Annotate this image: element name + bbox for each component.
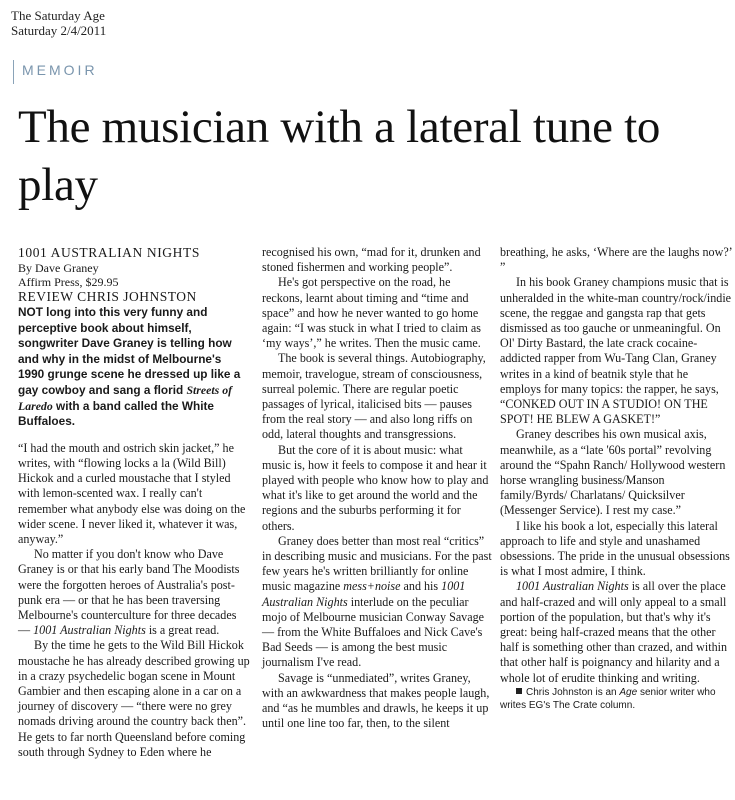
book-publisher: Affirm Press, $29.95 <box>18 275 119 289</box>
book-title-italic: 1001 Australian Nights <box>516 579 629 594</box>
bio-bullet-icon <box>516 688 522 694</box>
section-kicker: MEMOIR <box>22 62 98 78</box>
book-title-italic: 1001 Australian Nights <box>262 579 466 609</box>
book-title: 1001 AUSTRALIAN NIGHTS <box>18 245 200 260</box>
body-text: is all over the place and half-crazed and will only appeal to a small portion of the population, but that's why it's great: being half-crazed means that the other half is something other than crazed, and within that other half is poignancy and hilarity and a whole lot of erudite thinking and writing. <box>500 579 728 685</box>
lede-text-end: with a band called the White Buffaloes. <box>18 398 214 429</box>
publication-name: The Saturday Age <box>11 8 105 23</box>
body-paragraph <box>18 547 250 638</box>
book-author: By Dave Graney <box>18 261 99 275</box>
magazine-title-italic: mess+noise <box>343 579 401 594</box>
review-byline: REVIEW CHRIS JOHNSTON <box>18 289 197 304</box>
body-text: is a great read. <box>145 623 220 638</box>
article-column-2 <box>262 245 494 732</box>
kicker-rule <box>13 60 18 84</box>
headline: The musician with a lateral tune to play <box>18 101 661 211</box>
body-paragraph: But the core of it is about music: what music is, how it feels to compose it and hear it played with people who know how to play and what it's like to get around the world and the regions and the suburbs performing it for others. <box>262 442 489 533</box>
body-paragraph <box>262 534 494 671</box>
body-paragraph: The book is several things. Autobiography, memoir, travelogue, stream of consciousness, surreal polemic. There are regular poetic passages of lyrical, italicised bits — pauses from the real story — and also long riffs on odd, lateral thoughts and transgressions. <box>262 351 486 442</box>
body-paragraph <box>500 579 732 685</box>
lede-text: NOT long into this very funny and perceptive book about himself, songwriter Dave Graney is telling how and why in the midst of Melbourne's 1990 grunge scene he dressed up like a gay cowboy and sang a florid <box>18 305 241 397</box>
body-paragraph: By the time he gets to the Wild Bill Hickok moustache he has already described growing up in a crazy psychedelic bogan scene in Mount Gambier and then escaping alone in a car on a journey of discovery — “there were no grey nomads driving around the country back then”. He gets to far north Queensland before coming south through Sydney to Eden where he <box>18 638 250 759</box>
article-column-3 <box>500 245 732 712</box>
publication-date: Saturday 2/4/2011 <box>11 23 107 38</box>
bio-text-end: senior writer who writes EG's The Crate column. <box>500 686 716 711</box>
body-paragraph: Graney describes his own musical axis, meanwhile, as a “late '60s portal” revolving around the “Spahn Ranch/ Hollywood western horse wrangling business/Manson family/Byrds/ Charlatans/ Quicksilver (Messenger Service). I rest my case.” <box>500 427 726 518</box>
body-paragraph: Savage is “unmediated”, writes Graney, with an awkwardness that makes people laugh, and “as he mumbles and drawls, he keeps it up until one line too far, then, to the silent <box>262 670 490 731</box>
masthead <box>11 8 106 38</box>
body-paragraph: He's got perspective on the road, he reckons, learnt about timing and “time and space” and how he never wanted to go home again: “I was stuck in what I tried to claim as ‘my ways’,” he writes. Then the music came. <box>262 275 481 351</box>
body-paragraph: recognised his own, “mad for it, drunken and stoned fishermen and working people”. <box>262 245 481 275</box>
lede-song-title: Streets of Laredo <box>18 382 233 413</box>
article-column-1 <box>18 245 250 760</box>
body-text: interlude on the peculiar mojo of Melbourne musician Conway Savage — from the White Buffaloes and Nick Cave's Bad Seeds — is among the best music journalism I've read. <box>262 594 485 670</box>
body-text: No matter if you don't know who Dave Graney is or that his early band The Moodists were the forgotten heroes of Australia's post-punk era — or that he has been traversing Melbourne's counterculture for three decades — <box>18 547 240 638</box>
body-paragraph: I like his book a lot, especially this lateral approach to life and style and unashamed obsessions. The pride in the unusual obsessions is what I most admire, I think. <box>500 518 730 579</box>
body-text: Graney does better than most real “critics” in describing music and musicians. For the past few years he's written brilliantly for online music magazine <box>262 533 492 594</box>
lede-paragraph <box>18 305 250 430</box>
book-title-italic: 1001 Australian Nights <box>33 623 146 638</box>
body-paragraph: breathing, he asks, ‘Where are the laughs now?’ ” <box>500 245 732 275</box>
bio-publication-italic: Age <box>619 686 638 698</box>
bio-text: Chris Johnston is an <box>526 686 620 698</box>
body-paragraph: “I had the mouth and ostrich skin jacket,” he writes, with “flowing locks a la (Wild Bill) Hickok and a curled moustache that I styled with lemon-scented wax. I really can't remember what anybody else was doing on the wider scene. I never liked it, whatever it was, anyway.” <box>18 440 246 546</box>
body-text: and his <box>400 579 442 594</box>
body-paragraph: In his book Graney champions music that is unheralded in the white-man country/rock/indie scene, the reggae and gangsta rap that gets dismissed as too gauche or unmeaningful. On Ol' Dirty Bastard, the late crack cocaine-addicted rapper from Wu-Tang Clan, Graney writes in a kind of beatnik style that he employs for many topics: the rapper, he says, “CONKED OUT IN A STUDIO! ON THE SPOT! HE BLEW A GASKET!” <box>500 275 732 427</box>
author-bio <box>500 686 732 712</box>
